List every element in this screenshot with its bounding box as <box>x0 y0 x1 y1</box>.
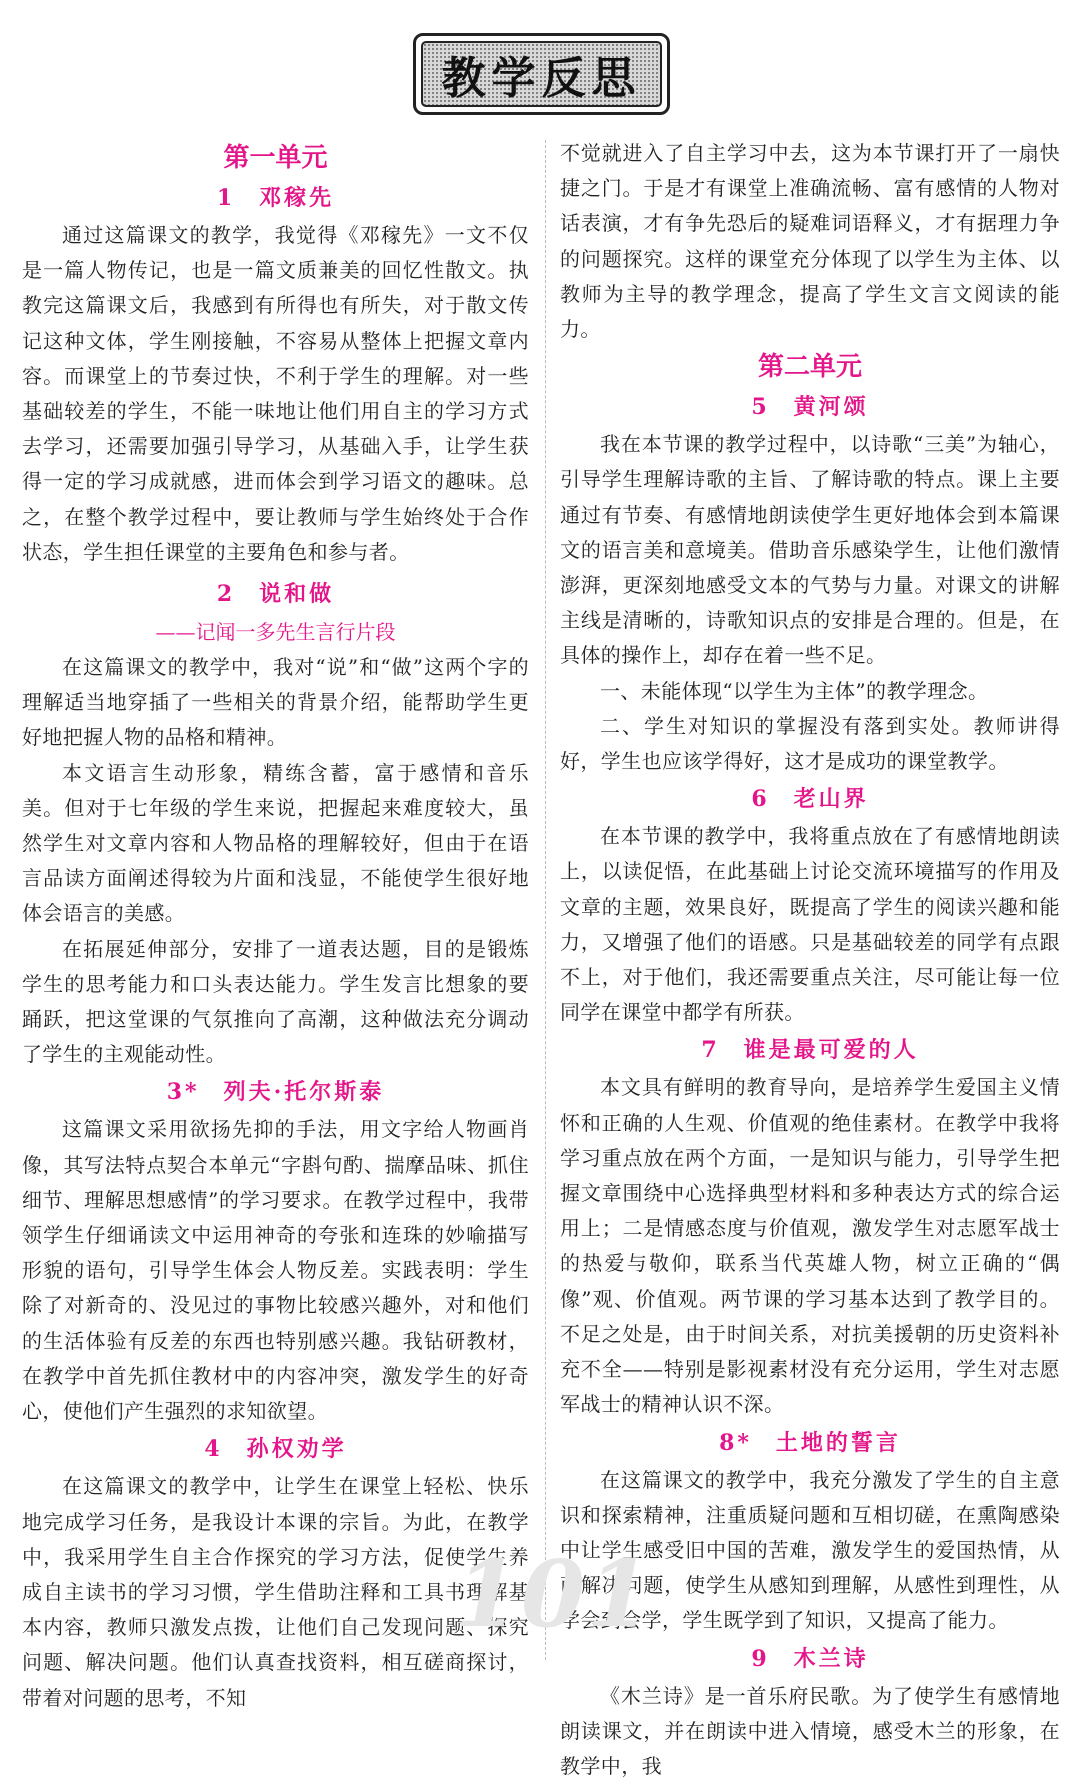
lesson-7-heading <box>560 1030 1060 1070</box>
lesson-8-heading <box>560 1423 1060 1463</box>
lesson-6-paragraph: 在本节课的教学中，我将重点放在了有感情地朗读上，以读促悟，在此基础上讨论交流环境描写的作用及文章的主题，效果良好，既提高了学生的阅读兴趣和能力，又增强了他们的语感。只是基础较差的同学有点跟不上，对于他们，我还需要重点关注，尽可能让每一位同学在课堂中都学有所获。 <box>560 824 1060 1025</box>
lesson-4-title: 孙权劝学 <box>246 1436 347 1463</box>
lesson-3-title: 列夫·托尔斯泰 <box>223 1079 385 1106</box>
lesson-7-title: 谁是最可爱的人 <box>743 1037 919 1064</box>
lesson-4-number: 4 <box>204 1436 223 1463</box>
lesson-3-heading <box>22 1072 529 1112</box>
unit-2-heading: 第二单元 <box>757 352 862 383</box>
lesson-2-paragraph: 本文语言生动形象，精练含蓄，富于感情和音乐美。但对于七年级的学生来说，把握起来难度较大，虽然学生对文章内容和人物品格的理解较好，但由于在语言品读方面阐述得较为片面和浅显，不能使学生很好地体会语言的美感。 <box>22 760 529 926</box>
lesson-5-paragraph: 一、未能体现“以学生为主体”的教学理念。 <box>600 678 989 703</box>
lesson-7-number: 7 <box>701 1037 720 1064</box>
lesson-1-paragraph: 通过这篇课文的教学，我觉得《邓稼先》一文不仅是一篇人物传记，也是一篇文质兼美的回忆性散文。执教完这篇课文后，我感到有所得也有所失，对于散文传记这种文体，学生刚接触，不容易从整体上把握文章内容。而课堂上的节奏过快，不利于学生的理解。对一些基础较差的学生，不能一味地让他们用自主的学习方式去学习，还需要加强引导学习，从基础入手，让学生获得一定的学习成就感，进而体会到学习语文的趣味。总之，在整个教学过程中，要让教师与学生始终处于合作状态，学生担任课堂的主要角色和参与者。 <box>22 223 529 564</box>
lesson-1-title: 邓稼先 <box>259 185 335 211</box>
lesson-5-title: 黄河颂 <box>793 394 869 421</box>
lesson-6-number: 6 <box>751 786 770 813</box>
lesson-5-paragraph: 二、学生对知识的掌握没有落到实处。教师讲得好，学生也应该学得好，这才是成功的课堂教学。 <box>560 713 1060 774</box>
title-pattern <box>421 41 662 107</box>
lesson-8-title: 土地的誓言 <box>775 1429 901 1456</box>
lesson-1-heading <box>22 178 529 218</box>
lesson-4-paragraph: 在这篇课文的教学中，让学生在课堂上轻松、快乐地完成学习任务，是我设计本课的宗旨。为此，在教学中，我采用学生自主合作探究的学习方法，促使学生养成自主读书的学习习惯，学生借助注释和工具书理解基本内容，教师只激发点拨，让他们自己发现问题、探究问题、解决问题。他们认真查找资料，相互磋商探讨，带着对问题的思考，不知 <box>22 1474 529 1710</box>
lesson-2-subtitle: ——记闻一多先生言行片段 <box>155 620 396 645</box>
lesson-5-number: 5 <box>751 394 770 421</box>
lesson-5-paragraph: 我在本节课的教学过程中，以诗歌“三美”为轴心，引导学生理解诗歌的主旨、了解诗歌的特点。课上主要通过有节奏、有感情地朗读使学生更好地体会到本篇课文的语言美和意境美。借助音乐感染学生，让他们激情澎湃，更深刻地感受文本的气势与力量。对课文的讲解主线是清晰的，诗歌知识点的安排是合理的。但是，在具体的操作上，却存在着一些不足。 <box>560 432 1060 668</box>
right-column <box>560 136 1060 1784</box>
lesson-2-paragraph: 在拓展延伸部分，安排了一道表达题，目的是锻炼学生的思考能力和口头表达能力。学生发言比想象的要踊跃，把这堂课的气氛推向了高潮，这种做法充分调动了学生的主观能动性。 <box>22 936 529 1067</box>
lesson-4-paragraph-continued: 不觉就进入了自主学习中去，这为本节课打开了一扇快捷之门。于是才有课堂上准确流畅、富有感情的人物对话表演，才有争先恐后的疑难词语释义，才有据理力争的问题探究。这样的课堂充分体现了以学生为主体、以教师为主导的教学理念，提高了学生文言文阅读的能力。 <box>560 141 1060 342</box>
lesson-7-paragraph: 本文具有鲜明的教育导向，是培养学生爱国主义情怀和正确的人生观、价值观的绝佳素材。在教学中我将学习重点放在两个方面，一是知识与能力，引导学生把握文章围绕中心选择典型材料和多种表达方式的综合运用上；二是情感态度与价值观，激发学生对志愿军战士的热爱与敬仰，联系当代英雄人物，树立正确的“偶像”观、价值观。两节课的学习基本达到了教学目的。不足之处是，由于时间关系，对抗美援朝的历史资料补充不全——特别是影视素材没有充分运用，学生对志愿军战士的精神认识不深。 <box>560 1075 1060 1417</box>
lesson-9-paragraph: 《木兰诗》是一首乐府民歌。为了使学生有感情地朗读课文，并在朗读中进入情境，感受木兰的形象，在教学中，我 <box>560 1683 1060 1778</box>
lesson-3-number: 3* <box>166 1079 200 1106</box>
left-column <box>22 138 529 1716</box>
lesson-6-title: 老山界 <box>793 786 869 813</box>
lesson-8-paragraph: 在这篇课文的教学中，我充分激发了学生的自主意识和探索精神，注重质疑问题和互相切磋，在熏陶感染中让学生感受旧中国的苦难，激发学生的爱国热情，从而解决问题，使学生从感知到理解，从感性到理性，从学会到会学，学生既学到了知识，又提高了能力。 <box>560 1467 1060 1633</box>
lesson-3-paragraph: 这篇课文采用欲扬先抑的手法，用文字给人物画肖像，其写法特点契合本单元“字斟句酌、揣摩品味、抓住细节、理解思想感情”的学习要求。在教学过程中，我带领学生仔细诵读文中运用神奇的夸张和连珠的妙喻描写形貌的语句，引导学生体会人物反差。实践表明：学生除了对新奇的、没见过的事物比较感兴趣外，对和他们的生活体验有反差的东西也特别感兴趣。我钻研教材，在教学中首先抓住教材中的内容冲突，激发学生的好奇心，使他们产生强烈的求知欲望。 <box>22 1117 529 1424</box>
page-title: 教学反思 <box>441 53 642 104</box>
title-frame <box>413 33 670 115</box>
lesson-9-number: 9 <box>751 1645 770 1672</box>
lesson-8-number: 8* <box>719 1429 752 1456</box>
lesson-1-number: 1 <box>216 185 236 211</box>
column-divider <box>545 140 546 1660</box>
lesson-6-heading <box>560 779 1060 819</box>
lesson-5-heading <box>560 387 1060 427</box>
lesson-2-title: 说和做 <box>259 581 335 608</box>
lesson-2-paragraph: 在这篇课文的教学中，我对“说”和“做”这两个字的理解适当地穿插了一些相关的背景介绍，能帮助学生更好地把握人物的品格和精神。 <box>22 655 529 750</box>
lesson-2-number: 2 <box>216 581 236 608</box>
lesson-2-heading <box>22 574 529 614</box>
unit-1-heading: 第一单元 <box>223 143 328 173</box>
page-number-watermark: 101 <box>455 1540 654 1648</box>
lesson-9-title: 木兰诗 <box>793 1645 869 1672</box>
lesson-4-heading <box>22 1429 529 1469</box>
